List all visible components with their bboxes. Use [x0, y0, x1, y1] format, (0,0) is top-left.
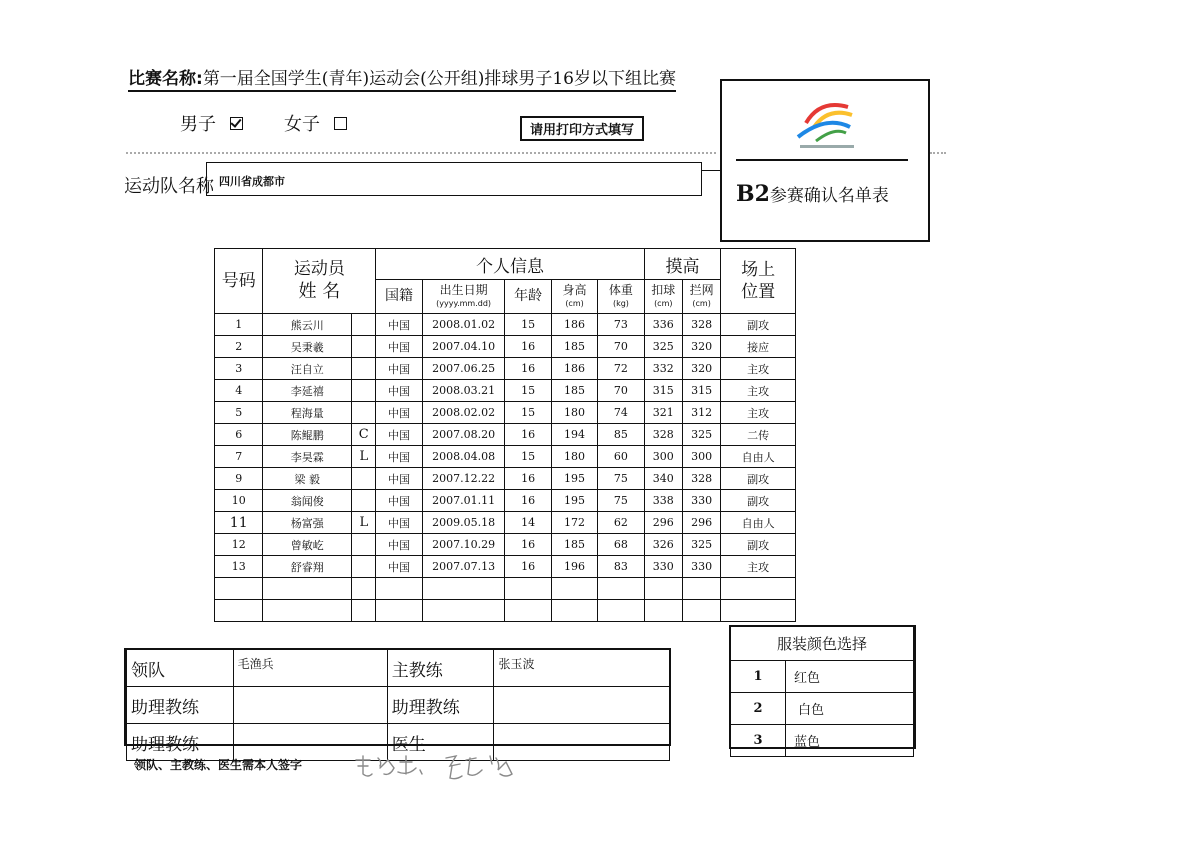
doctor-label: 医生: [387, 724, 494, 761]
player-number: [215, 578, 263, 600]
competition-label: 比赛名称:: [128, 69, 203, 89]
player-position: 接应: [721, 336, 796, 358]
player-birthdate: 2008.03.21: [422, 380, 505, 402]
player-birthdate: [422, 600, 505, 622]
head-coach-label: 主教练: [387, 650, 494, 687]
divider: [930, 152, 946, 154]
table-row: [215, 358, 796, 380]
player-spike-reach: 328: [644, 424, 682, 446]
connector-line: [702, 170, 720, 171]
player-birthdate: 2007.12.22: [422, 468, 505, 490]
player-age: 14: [505, 512, 551, 534]
team-name-label: 运动队名称: [124, 176, 214, 197]
team-name-field[interactable]: [206, 162, 702, 196]
player-nationality: 中国: [376, 468, 422, 490]
player-age: 16: [505, 468, 551, 490]
female-checkbox[interactable]: [334, 117, 347, 130]
player-block-reach: 315: [682, 380, 720, 402]
player-name: 李延禧: [263, 380, 352, 402]
player-birthdate: 2008.01.02: [422, 314, 505, 336]
player-mark: [352, 358, 376, 380]
team-name-value: 四川省成都市: [219, 175, 285, 188]
player-height: 180: [551, 402, 597, 424]
player-mark: [352, 578, 376, 600]
table-row: [215, 468, 796, 490]
player-number: 10: [215, 490, 263, 512]
assistant-coach-1-name[interactable]: [233, 687, 387, 724]
player-name: 李昊霖: [263, 446, 352, 468]
player-age: 16: [505, 358, 551, 380]
uniform-option-number: 3: [731, 725, 786, 757]
player-height: 185: [551, 534, 597, 556]
table-row: [215, 600, 796, 622]
player-block-reach: 330: [682, 556, 720, 578]
player-birthdate: 2007.01.11: [422, 490, 505, 512]
player-mark: [352, 468, 376, 490]
assistant-coach-label: 助理教练: [387, 687, 494, 724]
uniform-option-number: 1: [731, 661, 786, 693]
player-nationality: 中国: [376, 490, 422, 512]
player-position: [721, 578, 796, 600]
player-height: 194: [551, 424, 597, 446]
signature-note: 领队、主教练、医生需本人签字: [134, 758, 303, 772]
player-number: 2: [215, 336, 263, 358]
table-row: [215, 336, 796, 358]
player-position: 自由人: [721, 512, 796, 534]
player-mark: [352, 314, 376, 336]
player-birthdate: 2007.08.20: [422, 424, 505, 446]
player-number: 5: [215, 402, 263, 424]
player-name: 翁闻俊: [263, 490, 352, 512]
player-nationality: [376, 578, 422, 600]
player-spike-reach: 300: [644, 446, 682, 468]
player-block-reach: 320: [682, 336, 720, 358]
player-age: 15: [505, 314, 551, 336]
player-number: 3: [215, 358, 263, 380]
player-birthdate: 2008.04.08: [422, 446, 505, 468]
table-row: [215, 314, 796, 336]
col-spike: 扣球 (cm): [644, 280, 682, 314]
player-name: 汪自立: [263, 358, 352, 380]
table-row: [215, 556, 796, 578]
male-label: 男子: [180, 114, 216, 135]
player-position: 主攻: [721, 380, 796, 402]
player-height: 186: [551, 358, 597, 380]
player-spike-reach: [644, 600, 682, 622]
col-number: 号码: [215, 249, 263, 314]
player-number: 7: [215, 446, 263, 468]
player-weight: 85: [598, 424, 644, 446]
player-nationality: 中国: [376, 314, 422, 336]
player-weight: 62: [598, 512, 644, 534]
player-spike-reach: 321: [644, 402, 682, 424]
player-name: 程海量: [263, 402, 352, 424]
col-height: 身高 (cm): [551, 280, 597, 314]
signature-image: [350, 748, 530, 786]
table-row: [215, 490, 796, 512]
player-age: [505, 600, 551, 622]
player-position: 副攻: [721, 314, 796, 336]
form-code: B2: [736, 181, 770, 207]
form-title: 参赛确认名单表: [769, 186, 889, 206]
player-age: 16: [505, 336, 551, 358]
gender-female: [284, 110, 347, 136]
assistant-coach-2-name[interactable]: [494, 687, 670, 724]
divider: [126, 152, 716, 154]
player-spike-reach: 338: [644, 490, 682, 512]
player-height: 185: [551, 336, 597, 358]
player-number: 13: [215, 556, 263, 578]
player-name: 吴秉羲: [263, 336, 352, 358]
player-nationality: 中国: [376, 556, 422, 578]
player-height: 185: [551, 380, 597, 402]
col-age: 年龄: [505, 280, 551, 314]
player-weight: 72: [598, 358, 644, 380]
player-height: [551, 600, 597, 622]
table-row: [215, 446, 796, 468]
staff-table: [126, 649, 670, 761]
col-athlete: 运动员 姓 名: [263, 249, 376, 314]
player-nationality: [376, 600, 422, 622]
player-birthdate: 2008.02.02: [422, 402, 505, 424]
player-position: 自由人: [721, 446, 796, 468]
table-row: [215, 534, 796, 556]
player-position: 副攻: [721, 468, 796, 490]
player-block-reach: 325: [682, 534, 720, 556]
player-weight: 70: [598, 380, 644, 402]
player-age: 16: [505, 556, 551, 578]
player-weight: [598, 578, 644, 600]
player-name: 曾敏屹: [263, 534, 352, 556]
leader-label: 领队: [127, 650, 234, 687]
uniform-option-color[interactable]: 蓝色: [786, 725, 914, 757]
player-nationality: 中国: [376, 424, 422, 446]
player-position: 副攻: [721, 490, 796, 512]
competition-name: 第一届全国学生(青年)运动会(公开组)排球男子16岁以下组比赛: [202, 69, 676, 89]
player-mark: [352, 490, 376, 512]
player-nationality: 中国: [376, 446, 422, 468]
player-nationality: 中国: [376, 336, 422, 358]
player-height: 195: [551, 468, 597, 490]
player-position: 主攻: [721, 402, 796, 424]
player-age: 15: [505, 446, 551, 468]
player-birthdate: 2007.06.25: [422, 358, 505, 380]
col-birth: 出生日期 (yyyy.mm.dd): [422, 280, 505, 314]
player-block-reach: 328: [682, 468, 720, 490]
competition-title: [128, 64, 676, 92]
col-personal-info: 个人信息: [376, 249, 644, 280]
col-block: 拦网 (cm): [682, 280, 720, 314]
player-spike-reach: 336: [644, 314, 682, 336]
uniform-option-color[interactable]: 红色: [786, 661, 914, 693]
player-spike-reach: 340: [644, 468, 682, 490]
player-age: 15: [505, 402, 551, 424]
col-nationality: 国籍: [376, 280, 422, 314]
col-reach: 摸高: [644, 249, 721, 280]
player-block-reach: 330: [682, 490, 720, 512]
player-weight: 83: [598, 556, 644, 578]
player-age: [505, 578, 551, 600]
player-weight: 68: [598, 534, 644, 556]
player-nationality: 中国: [376, 358, 422, 380]
player-position: 副攻: [721, 534, 796, 556]
player-height: 180: [551, 446, 597, 468]
player-mark: C: [352, 424, 376, 446]
player-weight: 73: [598, 314, 644, 336]
form-id-rule: [736, 159, 908, 161]
player-spike-reach: 296: [644, 512, 682, 534]
player-weight: 75: [598, 468, 644, 490]
player-block-reach: [682, 578, 720, 600]
player-weight: [598, 600, 644, 622]
player-mark: [352, 600, 376, 622]
head-coach-name[interactable]: 张玉波: [494, 650, 670, 687]
print-note: 请用打印方式填写: [520, 116, 644, 141]
form-id-box: [720, 79, 930, 242]
form-id: [736, 181, 889, 207]
col-position: 场上 位置: [721, 249, 796, 314]
player-birthdate: 2009.05.18: [422, 512, 505, 534]
player-height: 172: [551, 512, 597, 534]
player-name: [263, 600, 352, 622]
player-block-reach: 312: [682, 402, 720, 424]
player-name: 梁 毅: [263, 468, 352, 490]
player-birthdate: 2007.10.29: [422, 534, 505, 556]
player-spike-reach: 315: [644, 380, 682, 402]
player-mark: [352, 336, 376, 358]
player-mark: L: [352, 446, 376, 468]
assistant-coach-label: 助理教练: [127, 687, 234, 724]
assistant-coach-label: 助理教练: [127, 724, 234, 761]
player-number: 12: [215, 534, 263, 556]
player-block-reach: 325: [682, 424, 720, 446]
male-checkbox[interactable]: [230, 117, 243, 130]
player-mark: [352, 402, 376, 424]
col-weight: 体重 (kg): [598, 280, 644, 314]
table-row: [215, 380, 796, 402]
player-number: 9: [215, 468, 263, 490]
player-birthdate: [422, 578, 505, 600]
uniform-option-color[interactable]: 白色: [786, 693, 914, 725]
player-position: [721, 600, 796, 622]
player-mark: [352, 556, 376, 578]
gender-male: [180, 110, 243, 136]
player-age: 15: [505, 380, 551, 402]
player-spike-reach: 330: [644, 556, 682, 578]
player-weight: 60: [598, 446, 644, 468]
player-position: 主攻: [721, 556, 796, 578]
player-name: 杨富强: [263, 512, 352, 534]
player-mark: [352, 534, 376, 556]
player-age: 16: [505, 534, 551, 556]
uniform-option-number: 2: [731, 693, 786, 725]
player-weight: 70: [598, 336, 644, 358]
player-number: 4: [215, 380, 263, 402]
roster-body: [215, 314, 796, 622]
player-weight: 75: [598, 490, 644, 512]
player-age: 16: [505, 424, 551, 446]
player-spike-reach: [644, 578, 682, 600]
table-row: [215, 512, 796, 534]
player-spike-reach: 325: [644, 336, 682, 358]
player-mark: [352, 380, 376, 402]
player-height: 186: [551, 314, 597, 336]
roster-table: [214, 248, 796, 622]
player-height: [551, 578, 597, 600]
player-number: 11: [215, 512, 263, 534]
player-name: 舒睿翔: [263, 556, 352, 578]
uniform-color-table: [730, 626, 914, 757]
player-weight: 74: [598, 402, 644, 424]
player-nationality: 中国: [376, 380, 422, 402]
player-spike-reach: 326: [644, 534, 682, 556]
player-height: 195: [551, 490, 597, 512]
player-name: [263, 578, 352, 600]
player-mark: L: [352, 512, 376, 534]
player-age: 16: [505, 490, 551, 512]
leader-name[interactable]: 毛渔兵: [233, 650, 387, 687]
games-logo-icon: [786, 97, 868, 153]
player-position: 二传: [721, 424, 796, 446]
player-number: 6: [215, 424, 263, 446]
player-block-reach: 300: [682, 446, 720, 468]
player-name: 陈鲲鹏: [263, 424, 352, 446]
player-number: [215, 600, 263, 622]
player-birthdate: 2007.07.13: [422, 556, 505, 578]
player-block-reach: 328: [682, 314, 720, 336]
player-nationality: 中国: [376, 534, 422, 556]
player-position: 主攻: [721, 358, 796, 380]
player-nationality: 中国: [376, 512, 422, 534]
player-birthdate: 2007.04.10: [422, 336, 505, 358]
player-spike-reach: 332: [644, 358, 682, 380]
player-block-reach: [682, 600, 720, 622]
table-row: [215, 402, 796, 424]
uniform-title: 服装颜色选择: [731, 627, 914, 661]
table-row: [215, 424, 796, 446]
female-label: 女子: [284, 114, 320, 135]
table-row: [215, 578, 796, 600]
player-height: 196: [551, 556, 597, 578]
player-block-reach: 296: [682, 512, 720, 534]
player-block-reach: 320: [682, 358, 720, 380]
player-name: 熊云川: [263, 314, 352, 336]
player-number: 1: [215, 314, 263, 336]
player-nationality: 中国: [376, 402, 422, 424]
